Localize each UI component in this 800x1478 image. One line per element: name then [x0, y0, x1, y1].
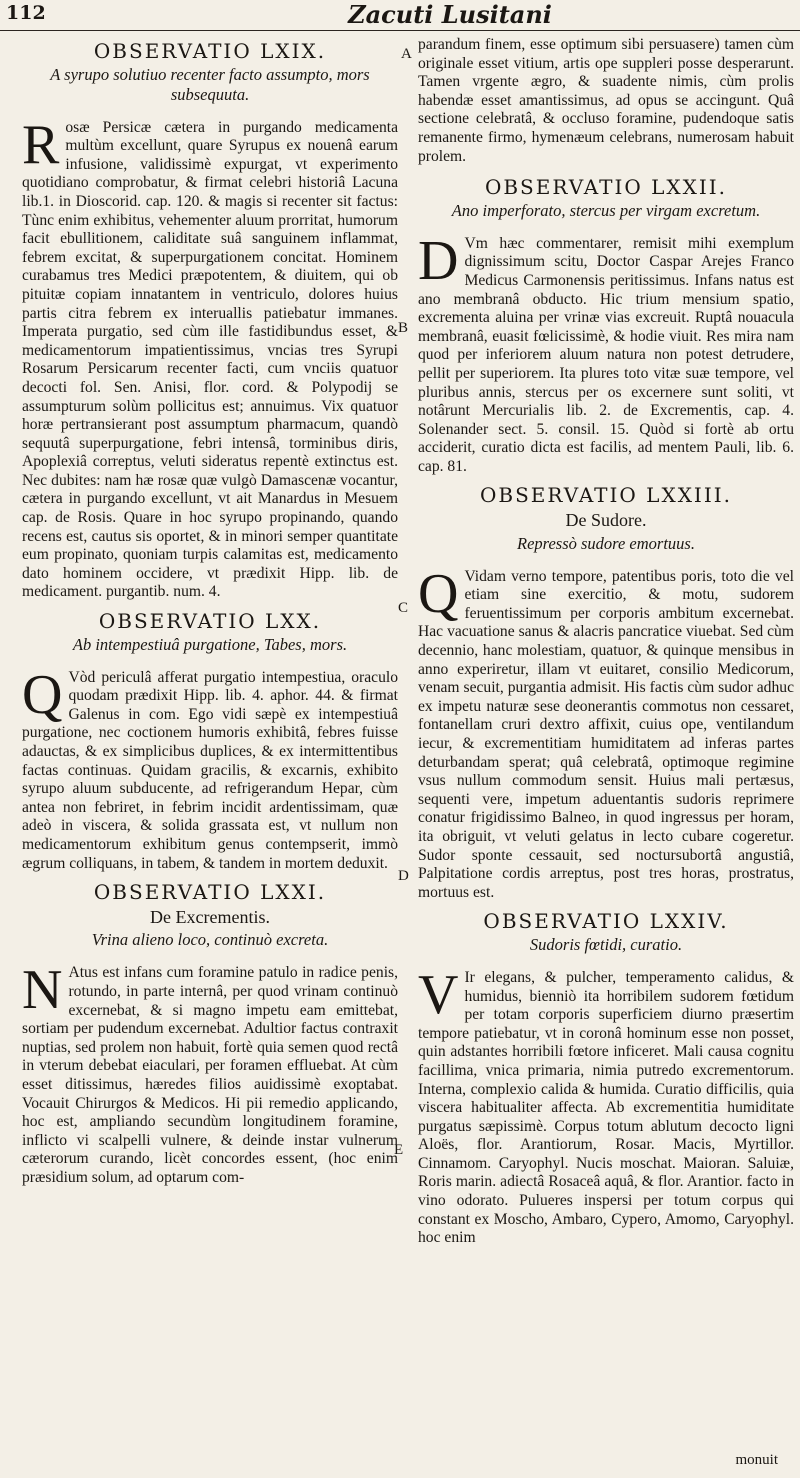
observation-69-title: OBSERVATIO LXIX. — [93, 39, 327, 63]
margin-letter-a: A — [401, 46, 412, 62]
margin-letter-c: C — [398, 600, 409, 616]
observation-69-text: Rosæ Persicæ cætera in purgando medicamenta multùm excellunt, quare Syrupus ex nouenâ earum infusione, validissimè expurgat, vt experimento quotidiano comprobatur, & firmat celebri historiâ Lacuna lib.1. in Dioscorid. cap. 120. & magis si recenter sit factus: Tùnc enim exhibitus, vehementer aluum prorritat, humorum facit ebullitionem, caliditate suâ sanguinem inflammat, febrem excitat, & superpurgationem concitat. Hominem curabamus tres Medici præpotentem, & diuitem, qui ob pituitæ copiam innatantem in ventriculo, dolores huius partis citra febrem ex interuallis patiebatur immanes. Imperata purgatio, sed cùm ille fastidibundus esset, & medicamentorum impatientissimus, vncias tres Syrupi Rosarum Persicarum recenter facti, cum vnciis quatuor decocti fol. Sen. Anisi, flor. cord. & Polypodij se assumpturum solùm pollicitus est; annuimus. Vix quatuor horæ pertransierant post assumptum pharmacum, quandò sequutâ superpurgatione, febri intensâ, torminibus diris, Apoplexiâ correptus, veluti sideratus repentè extinctus est. Nec dubites: nam hæ rosæ quæ vulgò Damascenæ vocantur, cætera in purgando excellunt, vt ait Manardus in Mesuem cap. de Rosis. Quare in hoc syrupo propinando, quando recens est, cautus sis oportet, & in minori semper quantitate eum propinato, quoniam turpis calamitas est, medicamento dato hominem occidere, vt prædixit Hipp. lib. de medicament. purgantib. num. 4. — [22, 113, 398, 601]
left-column — [22, 36, 398, 1187]
observation-72-caption: Ano imperforato, stercus per virgam excretum. — [451, 200, 761, 220]
observation-71-caption: Vrina alieno loco, continuò excreta. — [91, 930, 329, 950]
observation-74-caption: Sudoris fœtidi, curatio. — [529, 934, 683, 954]
page-number: 112 — [6, 2, 46, 24]
header-rule — [0, 30, 800, 31]
dropcap: Q — [418, 562, 459, 625]
running-head: Zacuti Lusitani — [348, 0, 552, 29]
observation-70-title: OBSERVATIO LXX. — [98, 609, 322, 634]
catchword: monuit — [735, 1452, 778, 1468]
right-column — [418, 36, 794, 1248]
observation-74-text: V Ir elegans, & pulcher, temperamento calidus, & humidus, bienniò ita horribilem sudorem fœtidum per totam corporis superficiem diurno præsertim tempore patiebatur, vt in coronâ hominum esse non posset, quin adstantes horribili fœtore inficeret. Mali causa cognitu facillima, vnica primaria, nimia putredo excrementorum. Interna, complexio calida & humida. Curatio difficilis, quia viscera habitualiter affecta. Ab excrementitia humiditate purgatus sæpissimè. Corpus totum ablutum decocto ligni Aloës, flor. Arantiorum, Rosar. Macis, Myrtillor. Cinnamom. Caryophyl. Nucis moschat. Maioran. Saluiæ, Roris marin. adiectâ Rosaceâ aquâ, & flor. Arantior. facto in vino odorato. Pulueres inspersi per totum corpus qui constant ex Moscho, Ambaro, Cypero, Amomo, Caryophyl. hoc enim — [418, 963, 794, 1247]
page-header — [0, 0, 800, 28]
dropcap: V — [418, 963, 459, 1026]
margin-letter-d: D — [398, 868, 409, 884]
observation-74-title: OBSERVATIO LXXIV. — [483, 909, 729, 934]
continuation-text: parandum finem, esse optimum sibi persuasere) tamen cùm originale esset vitium, artis ope suppleri posse desperarunt. Tamen vrgente ægro, & suadente nimis, cùm prolis habendæ esset amantissimus, ad opus se accingunt. Quâ sectione celebratâ, & occluso foramine, pudendoque satis remanente firmo, hymenæum celebrans, numerosam habuit prolem. — [418, 36, 794, 165]
margin-letter-e: E — [394, 1142, 404, 1158]
observation-71-title: OBSERVATIO LXXI. — [93, 880, 327, 905]
observation-70-caption: Ab intempestiuâ purgatione, Tabes, mors. — [72, 634, 348, 654]
observation-73-subhead: De Sudore. — [565, 510, 647, 531]
observation-71-subhead: De Excrementis. — [150, 906, 270, 927]
dropcap: Q — [22, 663, 63, 726]
observation-71-text: N Atus est infans cum foramine patulo in radice penis, rotundo, in parte internâ, per quod vrinam continuò excernebat, & si magno impetu eam emittebat, sortiam per pudendum excernebat. Adultior factus contraxit nuptias, sed prolem non habuit, fortè quia semen quod rectâ in vterum debebat eiaculari, per foramen effluebat. At cùm esset ditissimus, hæredes filios auidissimè exoptabat. Vocauit Chirurgos & Medicos. Hi pii remedio applicando, hoc est, ampliando secundùm longitudinem foramine, inflicto vi scalpelli vulnere, & deinde instar vulnerum cæterorum curando, licèt concordes essent, (hoc enim præsidium solum, ad optarum com- — [22, 959, 398, 1186]
observation-70-text: Q Vòd periculâ afferat purgatio intempestiua, oraculo quodam prædixit Hipp. lib. 4. aphor. 44. & firmat Galenus in com. Ego vidi sæpè ex intempestiuâ purgatione, nec coctionem humoris exhibitâ, febres fuisse adauctas, & ex simplicibus duplices, & ex intermittentibus factas continuas. Quidam gracilis, & excarnis, exhibito syrupo aluum subducente, ad refrigerandum Hepar, cùm antea non febriret, in febrim incidit ardentissimam, quæ adeò in viscera, & solida grassata est, vt nullum non medicamentorum exhibitum genus contempserit, immò ægrum colliquans, in tabem, & tandem in mortem deduxit. — [22, 663, 398, 872]
dropcap: D — [418, 229, 459, 292]
observation-73-caption: Repressò sudore emortuus. — [517, 533, 695, 553]
observation-73-title: OBSERVATIO LXXIII. — [480, 483, 732, 508]
observation-72-text: D Vm hæc commentarer, remisit mihi exemplum dignissimum scitu, Doctor Caspar Arejes Franco Medicus Carmonensis peritissimus. Infans natus est ano membranâ obducto. Hic trium mensium spatio, excrementa aluina per vrinæ vias excreuit. Ruptâ nouacula membranâ, euasit fœlicissimè, & hodie viuit. Res mira nam quod per inferiorem aluum natura non potest detrudere, pellit per superiorem. Ita plures toto vitæ suæ tempore, vel pluribus annis, stercus per os excernere sunt soliti, vt notârunt Mercurialis lib. 2. de Excrementis, cap. 4. Solenander sect. 5. consil. 15. Quòd si fortè ab ortu acciderit, curatio dicta est facilis, ad mentem Pauli, lib. 6. cap. 81. — [418, 229, 794, 475]
observation-72-title: OBSERVATIO LXXII. — [484, 175, 728, 200]
dropcap: N — [22, 959, 63, 1022]
observation-69-caption: A syrupo solutiuo recenter facto assumpto, mors subsequuta. — [50, 64, 370, 104]
observation-73-text: Q Vidam verno tempore, patentibus poris, toto die vel etiam sine exercitio, & motu, sudorem feruentissimum per corporis ambitum excernebat. Hac vacuatione sanus & alacris pancratice viuebat. Sed cùm decennio, hanc molestiam, quatuor, & quinque mensibus in anno experiretur, illam vt euitaret, consilio Medicorum, venam secuit, purgantia admisit. His factis cùm sudor adhuc ex impetu naturæ sese deonerantis commotus non cessaret, fontanellam cruri dextro affixit, cuius ope, ventilandum iecur, & excrementitiam humiditatem ad inferas partes deturbandam sperat; quâ celebratâ, optimoque regimine vsus nullum commodum sensit. Huius mali pertæsus, sequenti vere, impetum aduentantis sudoris reprimere conatur frigidissimo Balneo, in quod ingressus per horam, ita obriguit, vt veluti gelatus in lecto cubare cogeretur. Sudor sponte cessauit, sed noctursubortâ angustiâ, Palpitatione cordis arreptus, post tres horas, prostratus, mortuus est. — [418, 562, 794, 901]
dropcap: R — [22, 113, 60, 176]
margin-letter-b: B — [398, 320, 409, 336]
